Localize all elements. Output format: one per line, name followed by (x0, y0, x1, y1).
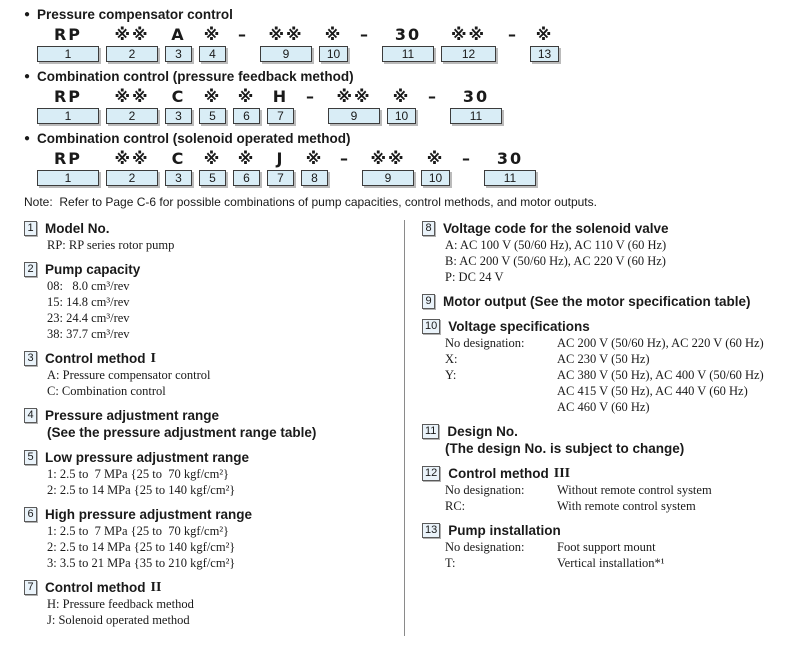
code-segment (503, 25, 523, 62)
legend-columns (24, 220, 783, 636)
code-character: 30 (496, 149, 524, 168)
code-character: ※※ (450, 25, 487, 44)
code-segment (233, 149, 260, 186)
bullet-icon: ● (24, 8, 31, 20)
item-line: 1: 2.5 to 7 MPa {25 to 70 kgf/cm²} (47, 524, 230, 538)
item-line-pair (445, 555, 783, 571)
code-segment (199, 25, 226, 62)
legend-item (24, 407, 398, 441)
pair-value: AC 200 V (50/60 Hz), AC 220 V (60 Hz) (557, 336, 764, 350)
code-segment (106, 149, 158, 186)
code-number-box: 6 (233, 108, 260, 124)
code-character: ※※ (114, 25, 150, 44)
legend-item (24, 261, 398, 342)
code-character: – (462, 149, 472, 168)
code-character: RP (53, 25, 83, 44)
code-character: ※※ (336, 87, 372, 106)
item-line: H: Pressure feedback method (47, 597, 194, 611)
code-segment (106, 87, 158, 124)
item-title: Low pressure adjustment range (45, 450, 250, 465)
code-segment (335, 149, 355, 186)
item-title-suffix: I (150, 351, 156, 366)
code-number-box: 10 (319, 46, 348, 62)
code-character: – (508, 25, 518, 44)
code-segment (165, 149, 192, 186)
pair-value: Without remote control system (557, 483, 712, 497)
legend-item (422, 293, 783, 310)
legend-item (24, 220, 398, 253)
code-segment (260, 25, 312, 62)
code-character: – (340, 149, 350, 168)
code-character: – (306, 87, 316, 106)
model-code-section (24, 7, 783, 62)
item-line: 2: 2.5 to 14 MPa {25 to 140 kgf/cm²} (47, 483, 236, 497)
item-title: Pump installation (448, 523, 561, 538)
model-code-row (37, 149, 783, 186)
code-segment (421, 149, 450, 186)
code-number-box: 3 (165, 170, 192, 186)
item-line: B: AC 200 V (50/60 Hz), AC 220 V (60 Hz) (445, 254, 666, 268)
pair-value: AC 380 V (50 Hz), AC 400 V (50/60 Hz) (557, 368, 764, 382)
item-number-box: 7 (24, 580, 37, 595)
code-number-box: 1 (37, 170, 99, 186)
code-character: RP (53, 87, 83, 106)
item-line-pair (445, 482, 783, 498)
pair-label: No designation: (445, 483, 525, 497)
model-code-area (24, 7, 783, 186)
item-lines (445, 482, 783, 514)
code-character: C (171, 87, 186, 106)
legend-item (422, 465, 783, 514)
code-number-box: 3 (165, 46, 192, 62)
item-line: 15: 14.8 cm³/rev (47, 295, 130, 309)
pair-value: AC 230 V (50 Hz) (557, 352, 650, 366)
code-character: – (238, 25, 248, 44)
item-title: Control method (448, 466, 549, 481)
code-character: ※※ (114, 87, 150, 106)
legend-item (24, 350, 398, 399)
code-segment (484, 149, 536, 186)
code-number-box: 3 (165, 108, 192, 124)
pair-label (445, 399, 557, 415)
code-character: H (272, 87, 289, 106)
item-lines (47, 367, 398, 399)
code-character: RP (53, 149, 83, 168)
item-line-pair (445, 335, 783, 351)
item-number-box: 3 (24, 351, 37, 366)
note-text: Note: Refer to Page C-6 for possible combinations of pump capacities, control methods, and motor outputs. (24, 195, 597, 209)
code-character: ※ (237, 149, 256, 168)
item-number-box: 6 (24, 507, 37, 522)
item-title: Pressure adjustment range (45, 408, 220, 423)
code-character: ※ (203, 25, 222, 44)
pair-value: AC 460 V (60 Hz) (557, 400, 650, 414)
item-line-pair (445, 383, 783, 399)
code-number-box: 6 (233, 170, 260, 186)
code-character: C (171, 149, 186, 168)
pair-label: T: (445, 556, 456, 570)
code-segment (382, 25, 434, 62)
pair-label (445, 383, 557, 399)
item-number-box: 11 (422, 424, 439, 439)
item-title: Motor output (See the motor specification table) (443, 294, 751, 309)
code-segment (362, 149, 414, 186)
legend-item (422, 220, 783, 285)
code-character: ※ (203, 87, 222, 106)
code-character: ※ (535, 25, 554, 44)
code-segment (233, 87, 260, 124)
code-segment (301, 87, 321, 124)
item-title: Control method (45, 580, 146, 595)
code-number-box: 5 (199, 108, 226, 124)
code-number-box: 10 (387, 108, 416, 124)
item-number-box: 9 (422, 294, 435, 309)
item-number-box: 1 (24, 221, 37, 236)
item-line: 2: 2.5 to 14 MPa {25 to 140 kgf/cm²} (47, 540, 236, 554)
pair-value: AC 415 V (50 Hz), AC 440 V (60 Hz) (557, 384, 748, 398)
code-segment (530, 25, 559, 62)
bullet-icon: ● (24, 70, 31, 82)
pair-value: With remote control system (557, 499, 696, 513)
item-line: 38: 37.7 cm³/rev (47, 327, 130, 341)
code-character: ※ (237, 87, 256, 106)
item-subtitle: (See the pressure adjustment range table) (47, 425, 317, 440)
code-number-box: 2 (106, 170, 158, 186)
item-number-box: 8 (422, 221, 435, 236)
item-line-pair (445, 539, 783, 555)
code-character: ※ (426, 149, 445, 168)
code-number-box: 9 (328, 108, 380, 124)
legend-column-left (24, 220, 405, 636)
code-number-box: 13 (530, 46, 559, 62)
item-lines (47, 237, 398, 253)
item-title-suffix: III (553, 466, 571, 481)
item-line: J: Solenoid operated method (47, 613, 190, 627)
item-line: 23: 24.4 cm³/rev (47, 311, 130, 325)
item-line: A: Pressure compensator control (47, 368, 211, 382)
item-title: Voltage specifications (448, 319, 590, 334)
code-number-box: 9 (260, 46, 312, 62)
code-number-box: 2 (106, 46, 158, 62)
code-character: ※※ (268, 25, 304, 44)
code-segment (457, 149, 477, 186)
code-segment (233, 25, 253, 62)
code-segment (267, 149, 294, 186)
item-line-pair (445, 498, 783, 514)
code-character: ※※ (114, 149, 150, 168)
code-character: 30 (462, 87, 490, 106)
item-number-box: 2 (24, 262, 37, 277)
code-segment (106, 25, 158, 62)
code-character: A (171, 25, 186, 44)
item-line-pair (445, 399, 783, 415)
code-number-box: 8 (301, 170, 328, 186)
code-character: – (360, 25, 370, 44)
pair-value: Vertical installation*¹ (557, 556, 665, 570)
pair-label: Y: (445, 368, 457, 382)
legend-item (24, 449, 398, 498)
legend-item (24, 579, 398, 628)
pair-value: Foot support mount (557, 540, 656, 554)
model-code-section (24, 131, 783, 186)
item-lines (445, 335, 783, 415)
code-number-box: 1 (37, 108, 99, 124)
pair-label: No designation: (445, 540, 525, 554)
item-line: RP: RP series rotor pump (47, 238, 175, 252)
item-title: Voltage code for the solenoid valve (443, 221, 669, 236)
item-number-box: 5 (24, 450, 37, 465)
section-heading: Combination control (solenoid operated method) (37, 131, 351, 146)
item-number-box: 12 (422, 466, 440, 481)
code-number-box: 4 (199, 46, 226, 62)
item-lines (47, 523, 398, 571)
code-number-box: 9 (362, 170, 414, 186)
code-segment (441, 25, 496, 62)
item-title: High pressure adjustment range (45, 507, 253, 522)
code-character: ※ (203, 149, 222, 168)
item-line-pair (445, 351, 783, 367)
code-number-box: 11 (450, 108, 502, 124)
code-character: J (276, 149, 285, 168)
item-lines (47, 278, 398, 342)
legend-item (24, 506, 398, 571)
pair-label: RC: (445, 499, 466, 513)
bullet-icon: ● (24, 132, 31, 144)
code-number-box: 11 (484, 170, 536, 186)
code-segment (199, 87, 226, 124)
code-segment (37, 25, 99, 62)
code-character: ※ (392, 87, 411, 106)
code-character: 30 (394, 25, 422, 44)
item-line-pair (445, 367, 783, 383)
code-character: ※ (324, 25, 343, 44)
item-lines (445, 539, 783, 571)
model-code-section (24, 69, 783, 124)
item-title: Design No. (447, 424, 518, 439)
item-line: 1: 2.5 to 7 MPa {25 to 70 kgf/cm²} (47, 467, 230, 481)
code-segment (328, 87, 380, 124)
item-lines (47, 466, 398, 498)
code-segment (165, 25, 192, 62)
code-number-box: 7 (267, 108, 294, 124)
legend-item (422, 318, 783, 415)
item-line: 3: 3.5 to 21 MPa {35 to 210 kgf/cm²} (47, 556, 236, 570)
legend-column-right (405, 220, 783, 636)
code-segment (319, 25, 348, 62)
item-title: Pump capacity (45, 262, 141, 277)
item-number-box: 13 (422, 523, 440, 538)
item-line: A: AC 100 V (50/60 Hz), AC 110 V (60 Hz) (445, 238, 667, 252)
code-character: – (428, 87, 438, 106)
legend-item (422, 423, 783, 457)
item-title: Model No. (45, 221, 110, 236)
code-number-box: 7 (267, 170, 294, 186)
code-segment (199, 149, 226, 186)
code-segment (165, 87, 192, 124)
code-segment (301, 149, 328, 186)
code-segment (450, 87, 502, 124)
code-segment (267, 87, 294, 124)
code-segment (37, 149, 99, 186)
legend-item (422, 522, 783, 571)
item-line: P: DC 24 V (445, 270, 504, 284)
code-segment (37, 87, 99, 124)
model-code-row (37, 87, 783, 124)
section-heading: Combination control (pressure feedback method) (37, 69, 354, 84)
pair-label: No designation: (445, 336, 525, 350)
item-number-box: 10 (422, 319, 440, 334)
code-segment (387, 87, 416, 124)
item-number-box: 4 (24, 408, 37, 423)
item-line: C: Combination control (47, 384, 166, 398)
code-character: ※ (305, 149, 324, 168)
item-lines (445, 237, 783, 285)
code-number-box: 10 (421, 170, 450, 186)
code-number-box: 11 (382, 46, 434, 62)
item-title: Control method (45, 351, 146, 366)
code-number-box: 1 (37, 46, 99, 62)
item-title-suffix: II (150, 580, 162, 595)
model-code-row (37, 25, 783, 62)
code-character: ※※ (370, 149, 406, 168)
code-number-box: 2 (106, 108, 158, 124)
item-line: 08: 8.0 cm³/rev (47, 279, 130, 293)
code-number-box: 12 (441, 46, 496, 62)
pair-label: X: (445, 352, 458, 366)
section-heading: Pressure compensator control (37, 7, 233, 22)
code-segment (423, 87, 443, 124)
item-subtitle: (The design No. is subject to change) (445, 441, 685, 456)
code-number-box: 5 (199, 170, 226, 186)
code-segment (355, 25, 375, 62)
item-lines (47, 596, 398, 628)
